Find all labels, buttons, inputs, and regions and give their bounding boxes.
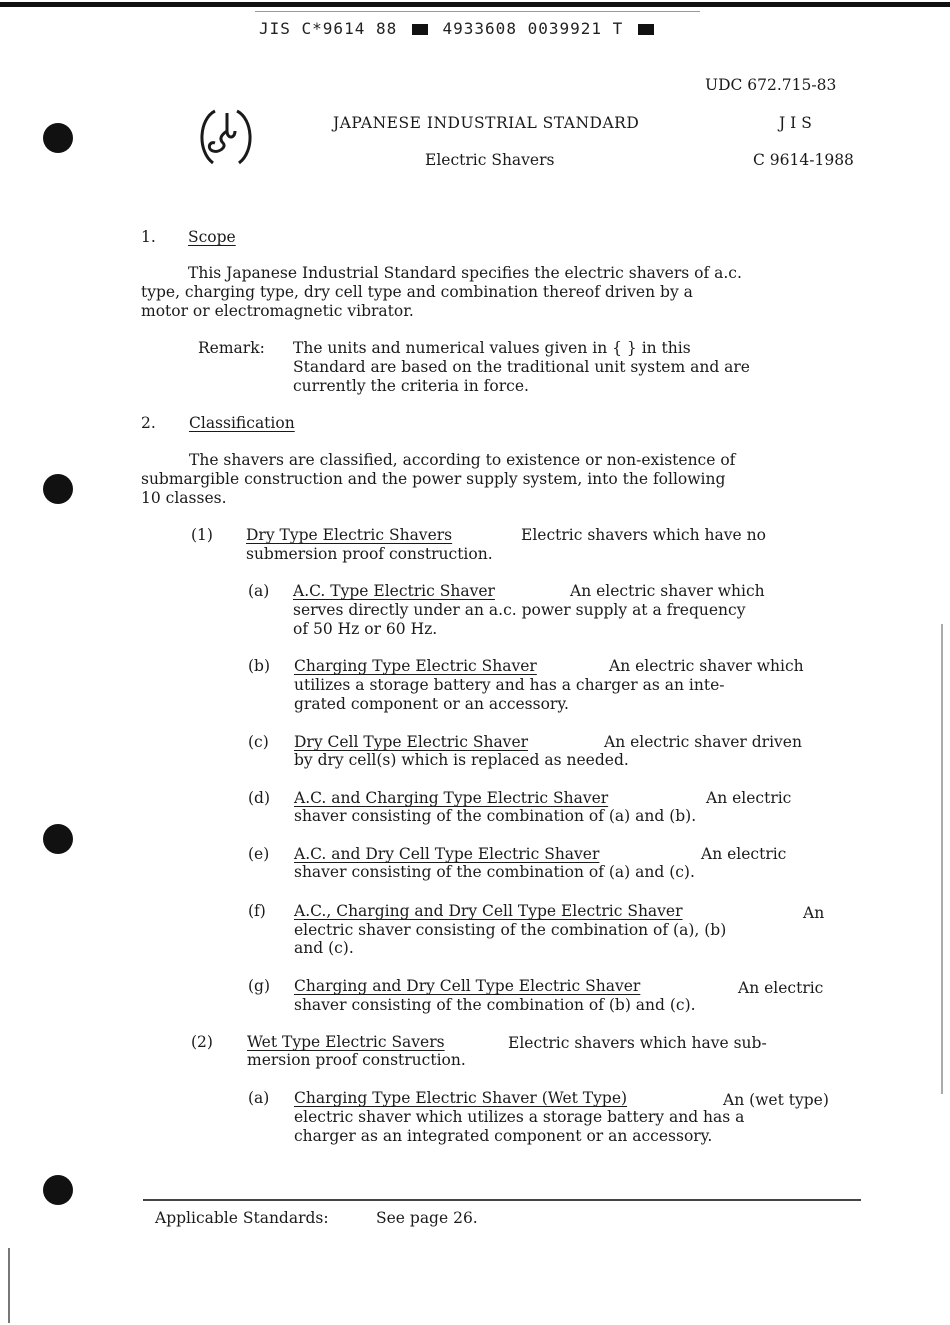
list-marker: (d) xyxy=(248,789,271,807)
definition-text: shaver consisting of the combination of (a) and (c). xyxy=(294,863,695,881)
defined-term: A.C., Charging and Dry Cell Type Electric Shaver xyxy=(294,902,683,920)
paragraph-line: type, charging type, dry cell type and combination thereof driven by a xyxy=(141,283,693,301)
definition-text: shaver consisting of the combination of (b) and (c). xyxy=(294,996,696,1014)
defined-term: A.C. and Charging Type Electric Shaver xyxy=(294,789,609,807)
defined-term: Charging Type Electric Shaver xyxy=(294,657,537,675)
paragraph-line: This Japanese Industrial Standard specifies the electric shavers of a.c. xyxy=(188,264,742,282)
list-marker: (a) xyxy=(248,582,270,600)
definition-text: by dry cell(s) which is replaced as needed. xyxy=(294,751,629,769)
defined-term: A.C. and Dry Cell Type Electric Shaver xyxy=(294,845,600,863)
org-title: JAPANESE INDUSTRIAL STANDARD xyxy=(333,114,640,132)
definition-text: An electric xyxy=(706,789,792,807)
paragraph-line: The shavers are classified, according to existence or non-existence of xyxy=(189,451,736,469)
definition-text: An electric shaver driven xyxy=(604,733,802,751)
defined-term: Dry Type Electric Shavers xyxy=(246,526,453,544)
paragraph-line: motor or electromagnetic vibrator. xyxy=(141,302,414,320)
definition-text: grated component or an accessory. xyxy=(294,695,569,713)
scan-top-border xyxy=(0,2,950,7)
list-marker: (f) xyxy=(248,902,266,920)
definition-text: electric shaver which utilizes a storage battery and has a xyxy=(294,1108,745,1126)
scan-edge-line xyxy=(8,1248,10,1323)
definition-text: utilizes a storage battery and has a charger as an inte- xyxy=(294,676,725,694)
definition-text: An electric shaver which xyxy=(609,657,804,675)
scan-rule xyxy=(255,11,700,12)
footer-label: Applicable Standards: xyxy=(155,1209,329,1227)
section-title-classification: Classification xyxy=(189,414,295,432)
definition-text: An xyxy=(803,904,825,922)
list-marker: (a) xyxy=(248,1089,270,1107)
definition-text: serves directly under an a.c. power supply at a frequency xyxy=(293,601,746,619)
defined-term: A.C. Type Electric Shaver xyxy=(293,582,495,600)
footer-rule xyxy=(143,1199,861,1201)
definition-text: of 50 Hz or 60 Hz. xyxy=(293,620,438,638)
remark-line: The units and numerical values given in { } in this xyxy=(293,339,691,357)
definition-text: and (c). xyxy=(294,939,354,957)
paragraph-line: 10 classes. xyxy=(141,489,227,507)
list-marker: (e) xyxy=(248,845,270,863)
definition-text: An (wet type) xyxy=(723,1091,829,1109)
paragraph-line: submargible construction and the power supply system, into the following xyxy=(141,470,726,488)
definition-text: An electric shaver which xyxy=(570,582,765,600)
definition-text: shaver consisting of the combination of (a) and (b). xyxy=(294,807,697,825)
jis-logo-icon xyxy=(195,105,257,171)
scan-header-code xyxy=(259,19,658,38)
section-number: 2. xyxy=(141,414,156,432)
definition-text: Electric shavers which have sub- xyxy=(508,1034,767,1052)
remark-label: Remark: xyxy=(198,339,265,357)
defined-term: Dry Cell Type Electric Shaver xyxy=(294,733,529,751)
definition-text: Electric shavers which have no xyxy=(521,526,766,544)
footer-value: See page 26. xyxy=(376,1209,478,1227)
document-title: Electric Shavers xyxy=(425,151,555,169)
list-marker: (2) xyxy=(191,1033,213,1051)
section-title-scope: Scope xyxy=(188,228,236,246)
standard-number: C 9614-1988 xyxy=(753,151,854,169)
definition-text: charger as an integrated component or an accessory. xyxy=(294,1127,713,1145)
redaction-block xyxy=(638,24,654,35)
list-marker: (1) xyxy=(191,526,213,544)
defined-term: Charging Type Electric Shaver (Wet Type) xyxy=(294,1089,628,1107)
punch-hole xyxy=(43,123,73,153)
scan-edge-line xyxy=(941,624,943,1094)
punch-hole xyxy=(43,824,73,854)
definition-text: mersion proof construction. xyxy=(247,1051,466,1069)
redaction-block xyxy=(412,24,428,35)
section-number: 1. xyxy=(141,228,156,246)
defined-term: Charging and Dry Cell Type Electric Shaver xyxy=(294,977,641,995)
list-marker: (b) xyxy=(248,657,271,675)
scan-code-mid: 4933608 0039921 T xyxy=(442,19,624,38)
punch-hole xyxy=(43,1175,73,1205)
scan-code-left: JIS C*9614 88 xyxy=(259,19,398,38)
definition-text: submersion proof construction. xyxy=(246,545,493,563)
definition-text: electric shaver consisting of the combination of (a), (b) xyxy=(294,921,727,939)
jis-label: J I S xyxy=(779,114,812,132)
remark-line: Standard are based on the traditional unit system and are xyxy=(293,358,750,376)
definition-text: An electric xyxy=(701,845,787,863)
definition-text: An electric xyxy=(738,979,824,997)
list-marker: (g) xyxy=(248,977,271,995)
udc-number: UDC 672.715-83 xyxy=(705,76,837,94)
remark-line: currently the criteria in force. xyxy=(293,377,529,395)
list-marker: (c) xyxy=(248,733,269,751)
punch-hole xyxy=(43,474,73,504)
defined-term: Wet Type Electric Savers xyxy=(247,1033,445,1051)
